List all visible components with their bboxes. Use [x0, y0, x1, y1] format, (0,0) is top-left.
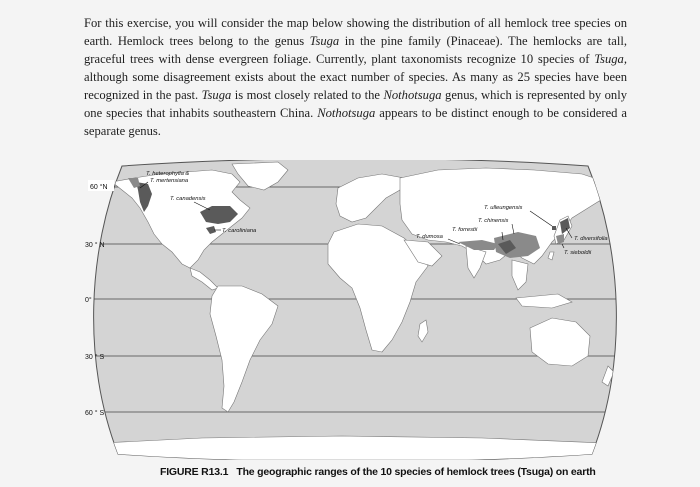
label-sieboldii: T. sieboldii	[564, 250, 592, 256]
label-canadensis: T. canadensis	[170, 196, 206, 202]
label-chinensis: T. chinensis	[478, 218, 509, 224]
paragraph-genus-1: Tsuga	[309, 34, 340, 48]
paragraph-text-1: For this exercise, you will consider the map below showing the distribution of all hemlock tree species on earth. Hemlock trees belong to the genus	[84, 16, 627, 48]
world-map-figure	[82, 160, 628, 460]
paragraph-text-5: genus, which is represented by only one species that inhabits southeastern China.	[84, 88, 628, 120]
paragraph-text-2: in the pine family (Pinaceae). The hemlocks are tall, graceful trees with dense evergreen foliage. Currently, plant taxonomists recognize 10 species of	[84, 34, 627, 66]
figure-label: FIGURE R13.1	[160, 466, 229, 478]
paragraph-text-6: appears to be distinct enough to be considered a separate genus.	[84, 106, 628, 138]
label-ulleungensis: T. ulleungensis	[484, 205, 523, 211]
lat-label-60s: 60 ° S	[85, 410, 105, 417]
label-dumosa: T. dumosa	[416, 234, 443, 240]
lat-label-0: 0°	[85, 297, 92, 304]
label-forrestii: T. forrestii	[452, 227, 478, 233]
paragraph-genus-4: Nothotsuga	[383, 88, 442, 102]
exercise-paragraph	[84, 14, 627, 140]
label-caroliniana: T. caroliniana	[222, 228, 257, 234]
paragraph-text-3: although some disagreement exists about the exact number of species. As many as 25 species have been recognized in the past.	[84, 70, 627, 102]
paragraph-text-4: is most closely related to the	[231, 88, 384, 102]
lat-label-60n: 60 °N	[90, 184, 108, 191]
range-ulleungensis	[552, 226, 556, 230]
label-diversifolia: T. diversifolia	[574, 236, 608, 242]
figure-caption-text: The geographic ranges of the 10 species of hemlock trees (Tsuga) on earth	[236, 466, 596, 478]
label-heterophylla: T. heterophylla &	[146, 171, 190, 177]
paragraph-genus-5: Nothotsuga	[317, 106, 376, 120]
paragraph-genus-2: Tsuga,	[594, 52, 627, 66]
lat-label-30n: 30 ° N	[85, 242, 105, 249]
label-mertensiana: T. mertensiana	[150, 178, 189, 184]
paragraph-genus-3: Tsuga	[201, 88, 232, 102]
lat-label-30s: 30 ° S	[85, 354, 105, 361]
world-map	[82, 160, 628, 460]
figure-caption	[160, 466, 630, 478]
